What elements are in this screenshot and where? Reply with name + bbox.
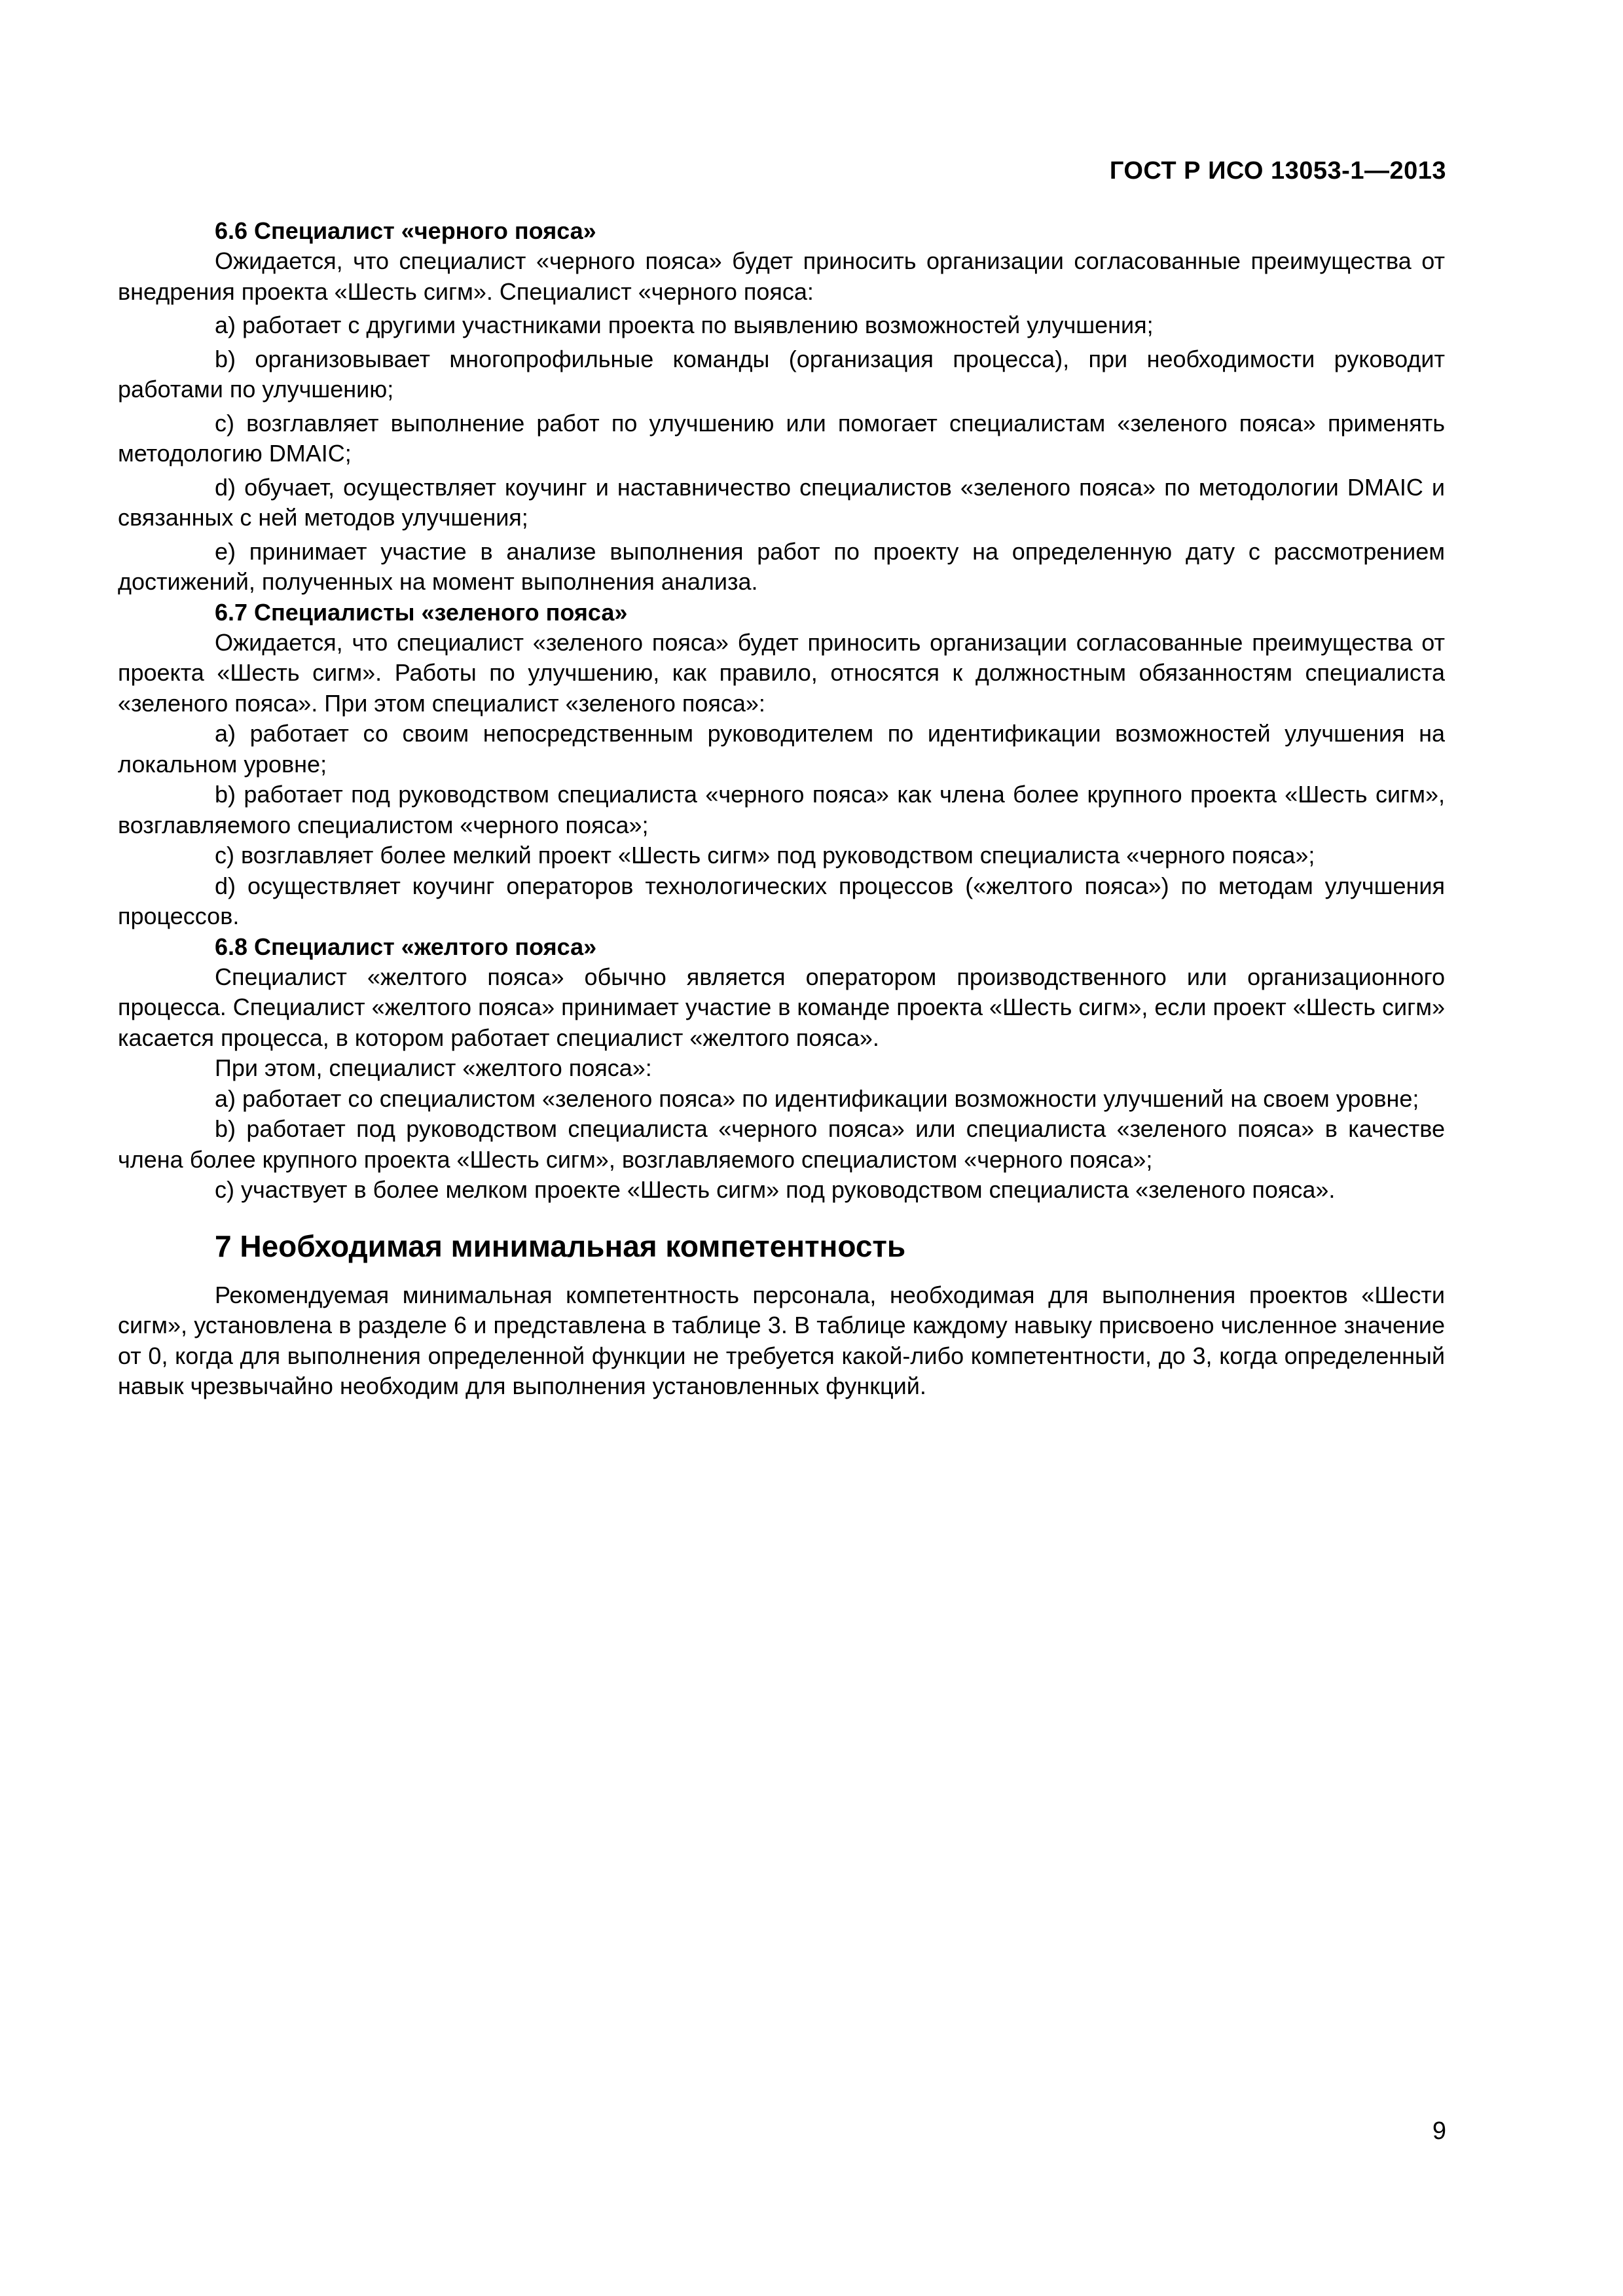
section-7-heading: 7 Необходимая минимальная компетентность — [215, 1229, 906, 1263]
page-number: 9 — [1432, 2117, 1446, 2145]
list-item: c) участвует в более мелком проекте «Шесть сигм» под руководством специалиста «зеленого пояса». — [215, 1176, 1336, 1203]
list-item: b) работает под руководством специалиста «черного пояса» или специалиста «зеленого пояса» в качестве члена более крупного проекта «Шесть сигм», возглавляемого специалистом «черного пояса»; — [118, 1115, 1445, 1173]
list-item: b) работает под руководством специалиста «черного пояса» как члена более крупного проекта «Шесть сигм», возглавляемого специалистом «черного пояса»; — [118, 781, 1445, 838]
section-6-6-heading: 6.6 Специалист «черного пояса» — [215, 217, 596, 244]
list-item: d) осуществляет коучинг операторов технологических процессов («желтого пояса») по методам улучшения процессов. — [118, 872, 1445, 929]
list-item: c) возглавляет выполнение работ по улучшению или помогает специалистам «зеленого пояса» применять методологию DMAIC; — [118, 409, 1445, 467]
section-6-6 — [118, 216, 1445, 598]
section-7 — [118, 1227, 1445, 1402]
page-content — [118, 216, 1445, 1402]
section-6-7-intro: Ожидается, что специалист «зеленого пояса» будет приносить организации согласованные преимущества от проекта «Шесть сигм». Работы по улучшению, как правило, относятся к должностным обязанностям специалиста «зеленого пояса». При этом специалист «зеленого пояса»: — [118, 628, 1445, 717]
list-item: e) принимает участие в анализе выполнения работ по проекту на определенную дату с рассмотрением достижений, полученных на момент выполнения анализа. — [118, 537, 1445, 595]
section-6-8-intro: Специалист «желтого пояса» обычно является оператором производственного или организационного процесса. Специалист «желтого пояса» принимает участие в команде проекта «Шесть сигм», если проект «Шесть сигм» касается процесса, в котором работает специалист «желтого пояса». — [118, 963, 1445, 1051]
section-6-7 — [118, 598, 1445, 932]
section-6-8-heading: 6.8 Специалист «желтого пояса» — [215, 933, 597, 960]
section-7-text: Рекомендуемая минимальная компетентность персонала, необходимая для выполнения проектов «Шести сигм», установлена в разделе 6 и представлена в таблице 3. В таблице каждому навыку присвоено численное значение от 0, когда для выполнения определенной функции не требуется какой-либо компетентности, до 3, когда определенный навык чрезвычайно необходим для выполнения установленных функций. — [118, 1281, 1445, 1399]
list-item: d) обучает, осуществляет коучинг и наставничество специалистов «зеленого пояса» по методологии DMAIC и связанных с ней методов улучшения; — [118, 473, 1445, 531]
list-item: a) работает со специалистом «зеленого пояса» по идентификации возможности улучшений на своем уровне; — [215, 1085, 1419, 1112]
section-6-8 — [118, 932, 1445, 1206]
list-item: b) организовывает многопрофильные команды (организация процесса), при необходимости руководит работами по улучшению; — [118, 345, 1445, 403]
list-item: a) работает со своим непосредственным руководителем по идентификации возможностей улучшения на локальном уровне; — [118, 720, 1445, 778]
section-6-7-heading: 6.7 Специалисты «зеленого пояса» — [215, 598, 628, 626]
section-6-8-intro-2: При этом, специалист «желтого пояса»: — [215, 1054, 652, 1081]
list-item: c) возглавляет более мелкий проект «Шесть сигм» под руководством специалиста «черного пояса»; — [215, 842, 1315, 869]
document-code: ГОСТ Р ИСО 13053-1—2013 — [1109, 157, 1446, 185]
section-6-6-intro: Ожидается, что специалист «черного пояса» будет приносить организации согласованные преимущества от внедрения проекта «Шесть сигм». Специалист «черного пояса: — [118, 247, 1445, 305]
list-item: a) работает с другими участниками проекта по выявлению возможностей улучшения; — [215, 312, 1154, 338]
